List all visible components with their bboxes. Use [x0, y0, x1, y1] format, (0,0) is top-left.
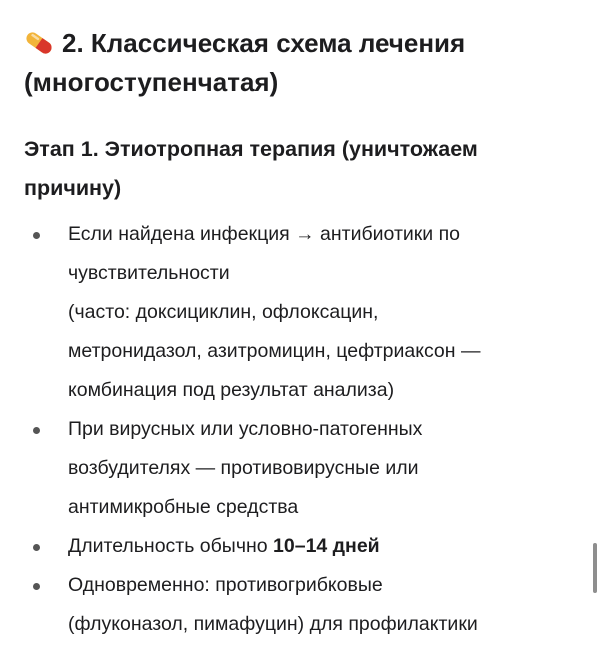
- item-text-line: комбинация под результат анализа): [68, 379, 395, 401]
- item-text-line: При вирусных или условно-патогенных: [68, 418, 423, 440]
- scrollbar[interactable]: [593, 543, 597, 593]
- stage-heading: [24, 130, 564, 208]
- section-title-line1: 2. Классическая схема лечения: [62, 28, 466, 58]
- item-text-line: Если найдена инфекция → антибиотики по: [68, 223, 461, 245]
- stage-title-line2: причину): [24, 176, 122, 200]
- stage-title-line1: Этап 1. Этиотропная терапия (уничтожаем: [24, 137, 478, 161]
- section-title-line2: (многоступенчатая): [24, 67, 279, 97]
- list-item: [24, 527, 564, 566]
- item-text-line: чувствительности: [68, 262, 230, 284]
- treatment-list: [24, 215, 564, 644]
- item-text-line: (часто: доксициклин, офлоксацин,: [68, 301, 379, 323]
- list-item: [24, 215, 564, 410]
- bullet-dot: [33, 427, 40, 434]
- item-text-line: метронидазол, азитромицин, цефтриаксон —: [68, 340, 481, 362]
- duration-value: 10–14 дней: [273, 535, 380, 557]
- bullet-dot: [33, 544, 40, 551]
- item-text-line: (флуконазол, пимафуцин) для профилактики: [68, 613, 478, 635]
- article-content: [24, 0, 564, 644]
- section-heading: [24, 0, 564, 102]
- item-text-line: антимикробные средства: [68, 496, 299, 518]
- list-item: [24, 410, 564, 527]
- item-text-line: возбудителях — противовирусные или: [68, 457, 419, 479]
- list-item: [24, 566, 564, 644]
- bullet-dot: [33, 232, 40, 239]
- pill-icon: [24, 29, 54, 57]
- item-text-line: Одновременно: противогрибковые: [68, 574, 383, 596]
- bullet-dot: [33, 583, 40, 590]
- item-text-line: [68, 527, 564, 566]
- duration-prefix: Длительность обычно: [68, 535, 274, 557]
